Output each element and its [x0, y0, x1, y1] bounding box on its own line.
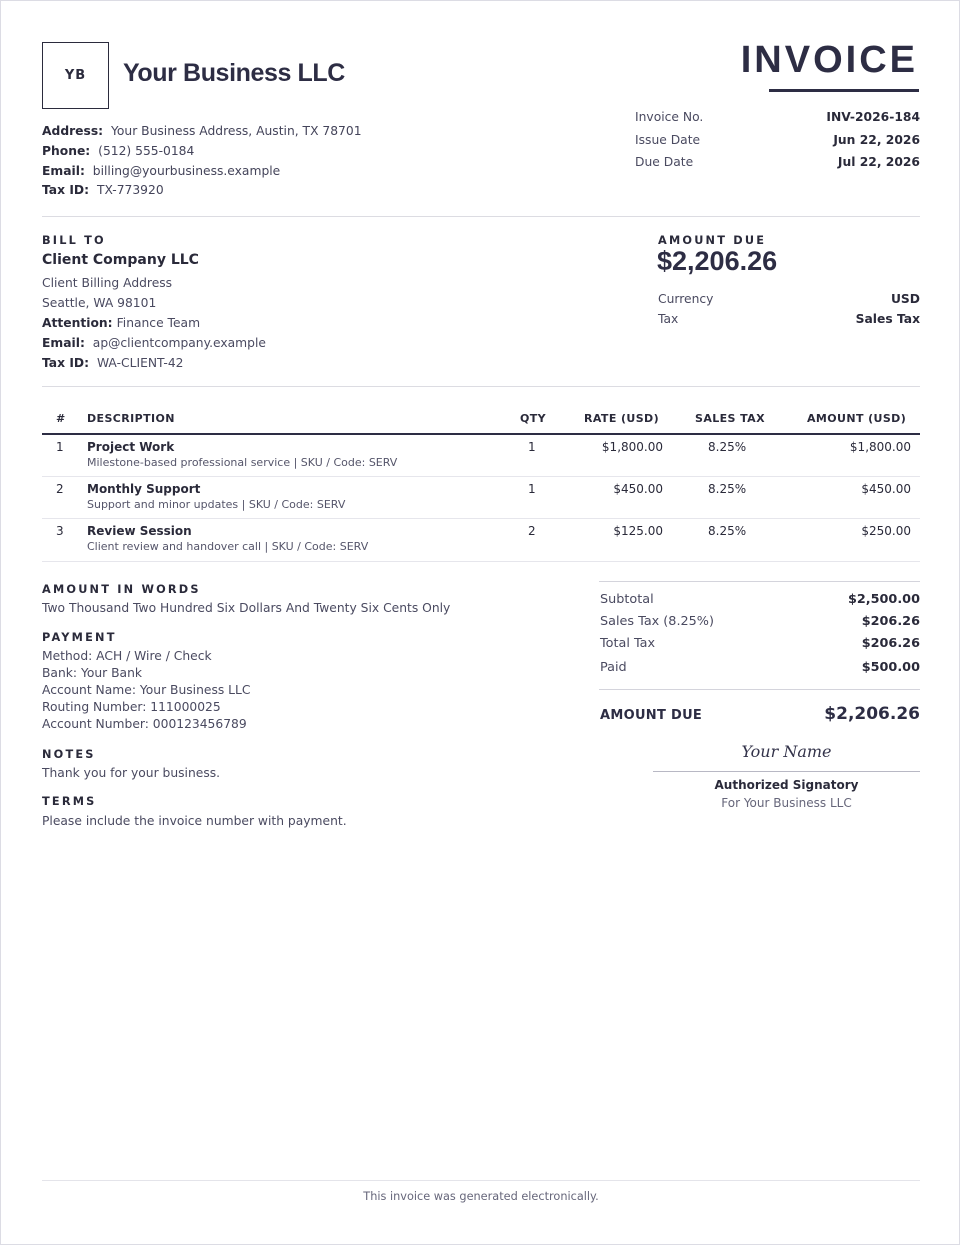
totals-bottom-rule: [599, 689, 920, 690]
currency-label: Currency: [658, 292, 714, 306]
tax-type-value: Sales Tax: [855, 312, 920, 326]
totals-top-rule: [599, 581, 920, 582]
payment-label: PAYMENT: [42, 631, 117, 644]
col-header-num: #: [56, 412, 66, 425]
payment-account-number: Account Number: 000123456789: [42, 717, 247, 731]
business-taxid: TX-773920: [96, 183, 164, 198]
sales-tax-row: [600, 614, 920, 629]
client-name: Client Company LLC: [42, 252, 199, 268]
row-amount: $250.00: [861, 524, 911, 538]
col-header-qty: QTY: [520, 412, 547, 425]
issue-date: Jun 22, 2026: [833, 133, 920, 147]
row-tax: 8.25%: [708, 482, 747, 496]
issue-date-label: Issue Date: [635, 133, 701, 147]
billto-divider: [42, 386, 920, 387]
tax-type-label: Tax: [658, 312, 679, 326]
row-qty: 2: [528, 524, 536, 538]
issue-date-row: [635, 133, 920, 147]
row-title: Review Session: [87, 524, 192, 538]
client-email-label: Email:: [42, 336, 85, 350]
client-taxid-line: [42, 353, 266, 373]
row-subtitle: Milestone-based professional service | SKU / Code: SERV: [87, 456, 398, 469]
business-contact: [42, 122, 362, 201]
amount-due-total-value: $2,206.26: [824, 704, 920, 724]
signature-company: For Your Business LLC: [721, 796, 852, 810]
business-address-label: Address:: [42, 124, 104, 138]
col-header-description: DESCRIPTION: [87, 412, 175, 425]
business-email: billing@yourbusiness.example: [92, 163, 281, 178]
business-phone-line: [42, 142, 362, 162]
footer-text: This invoice was generated electronically.: [363, 1190, 599, 1203]
notes-label: NOTES: [42, 748, 96, 761]
table-row: [1, 518, 960, 561]
row-tax: 8.25%: [708, 524, 747, 538]
row-rate: $125.00: [613, 524, 663, 538]
row-qty: 1: [528, 440, 536, 454]
client-email-line: [42, 333, 266, 353]
sales-tax-label: Sales Tax (8.25%): [600, 614, 714, 629]
paid-row: [600, 660, 920, 675]
row-num: 3: [56, 524, 64, 538]
col-header-amount: AMOUNT (USD): [807, 412, 907, 425]
client-attention-label: Attention:: [42, 316, 113, 330]
sales-tax-value: $206.26: [861, 614, 920, 629]
total-tax-value: $206.26: [861, 636, 920, 651]
business-address: Your Business Address, Austin, TX 78701: [111, 124, 362, 138]
amount-in-words-text: Two Thousand Two Hundred Six Dollars And Twenty Six Cents Only: [42, 601, 451, 615]
business-phone-label: Phone:: [42, 143, 91, 158]
terms-label: TERMS: [42, 795, 97, 808]
invoice-title-underline: [769, 89, 919, 92]
client-address-line2: Seattle, WA 98101: [42, 296, 157, 310]
col-header-tax: SALES TAX: [695, 412, 765, 425]
amount-due-label: AMOUNT DUE: [658, 234, 767, 247]
row-num: 2: [56, 482, 64, 496]
terms-text: Please include the invoice number with payment.: [42, 814, 347, 828]
client-attention-line: [42, 313, 266, 333]
total-tax-label: Total Tax: [600, 636, 656, 651]
signature-line: [653, 771, 920, 772]
business-email-line: [42, 162, 362, 182]
client-details: [42, 273, 266, 373]
amount-due-total-row: [600, 704, 920, 724]
amount-in-words-label: AMOUNT IN WORDS: [42, 583, 201, 596]
client-taxid-label: Tax ID:: [42, 356, 90, 370]
row-amount: $1,800.00: [849, 440, 911, 454]
business-logo: [42, 42, 109, 109]
subtotal-row: [600, 592, 920, 607]
amount-due-value: $2,206.26: [657, 246, 778, 276]
row-amount: $450.00: [861, 482, 911, 496]
business-name: Your Business LLC: [123, 59, 345, 87]
table-row: [1, 476, 960, 518]
amount-due-total-label: AMOUNT DUE: [600, 708, 703, 723]
invoice-number-row: [635, 110, 920, 124]
business-phone: (512) 555-0184: [98, 143, 195, 158]
client-attention: Finance Team: [116, 316, 201, 330]
invoice-title: INVOICE: [740, 39, 918, 81]
client-address-line1: Client Billing Address: [42, 276, 173, 290]
invoice-number-label: Invoice No.: [635, 110, 704, 124]
row-subtitle: Support and minor updates | SKU / Code: SERV: [87, 498, 346, 511]
row-subtitle: Client review and handover call | SKU / Code: SERV: [87, 540, 369, 553]
subtotal-value: $2,500.00: [847, 592, 920, 607]
business-email-label: Email:: [42, 163, 85, 178]
row-rate: $450.00: [613, 482, 663, 496]
payment-method: Method: ACH / Wire / Check: [42, 649, 212, 663]
col-header-rate: RATE (USD): [584, 412, 660, 425]
currency-value: USD: [890, 292, 920, 306]
currency-row: [658, 292, 920, 306]
row-num: 1: [56, 440, 64, 454]
notes-text: Thank you for your business.: [42, 766, 221, 780]
tax-type-row: [658, 312, 920, 326]
row-rate: $1,800.00: [601, 440, 663, 454]
row-qty: 1: [528, 482, 536, 496]
row-title: Monthly Support: [87, 482, 201, 496]
payment-account-name: Account Name: Your Business LLC: [42, 683, 251, 697]
business-taxid-line: [42, 181, 362, 201]
total-tax-row: [600, 636, 920, 651]
row-tax: 8.25%: [708, 440, 747, 454]
bill-to-label: BILL TO: [42, 234, 106, 247]
payment-details: [42, 648, 250, 733]
subtotal-label: Subtotal: [600, 592, 654, 607]
signature-title: Authorized Signatory: [714, 778, 859, 792]
logo-initials: YB: [64, 68, 87, 83]
due-date-row: [635, 155, 920, 169]
table-row: [1, 434, 960, 476]
invoice-number: INV-2026-184: [826, 110, 920, 124]
signature-name: Your Name: [741, 742, 832, 761]
client-taxid: WA-CLIENT-42: [96, 356, 184, 370]
footer-divider: [42, 1180, 920, 1181]
business-address-line: [42, 122, 362, 142]
paid-label: Paid: [600, 660, 627, 675]
row-divider: [42, 561, 920, 562]
payment-routing: Routing Number: 111000025: [42, 700, 221, 714]
due-date-label: Due Date: [635, 155, 694, 169]
row-title: Project Work: [87, 440, 175, 454]
payment-bank: Bank: Your Bank: [42, 666, 142, 680]
client-email: ap@clientcompany.example: [92, 336, 266, 350]
header-divider: [42, 216, 920, 217]
paid-value: $500.00: [861, 660, 920, 675]
business-taxid-label: Tax ID:: [42, 183, 90, 198]
due-date: Jul 22, 2026: [837, 155, 920, 169]
